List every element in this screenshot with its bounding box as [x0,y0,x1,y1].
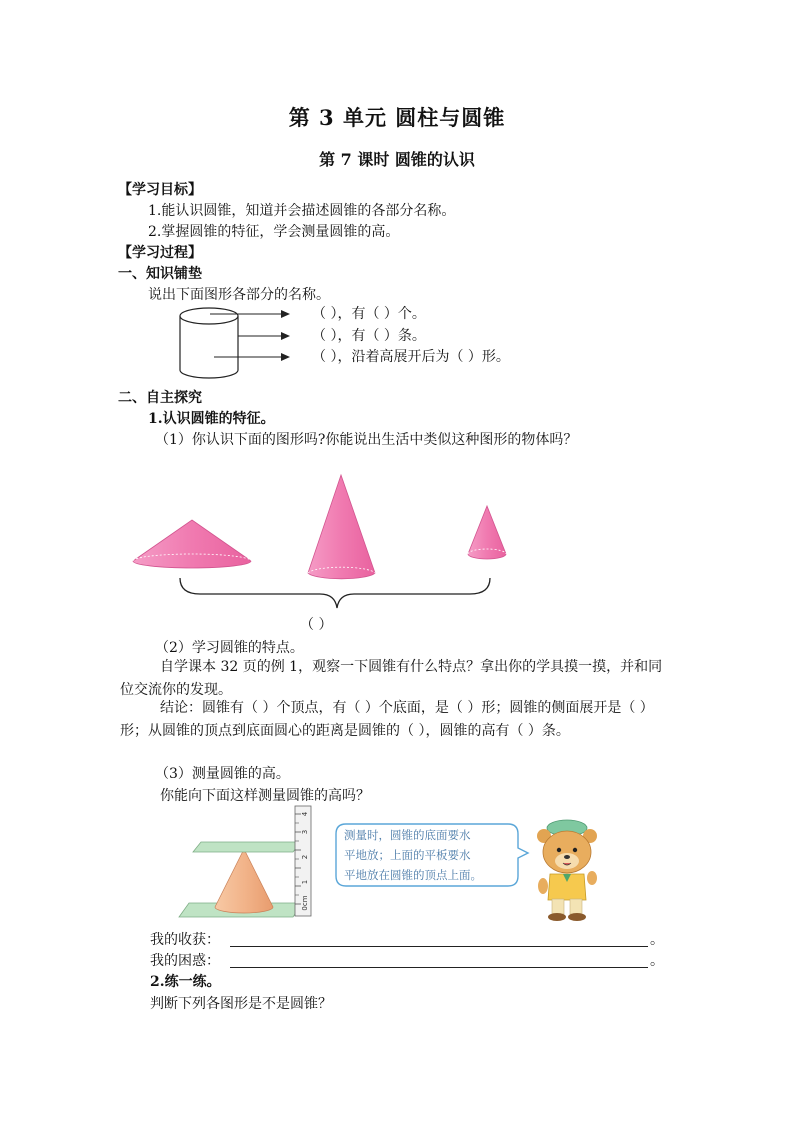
cylinder-line-2: （ ），有（ ）条。 [312,328,426,344]
judge-prompt: 判断下列各图形是不是圆锥？ [150,996,332,1012]
cones-illustration [125,470,525,610]
flat-cone [133,520,251,568]
cylinder-line-1: （ ），有（ ）个。 [312,306,426,322]
bubble-line-1: 测量时，圆锥的底面要水 [344,828,471,842]
doubt-end-mark: 。 [650,953,664,969]
gain-label: 我的收获： [150,932,220,948]
objective-item-2: 2.掌握圆锥的特征，学会测量圆锥的高。 [148,224,400,240]
bear-character-icon [530,820,605,922]
cone-measure-illustration [175,804,315,922]
question-3: （3）测量圆锥的高。 [155,766,290,782]
cylinder-diagram [170,302,330,382]
cylinder-shape [180,308,238,378]
question-3-text: 你能向下面这样测量圆锥的高吗？ [160,788,370,804]
section2-heading: 二、自主探究 [118,390,202,406]
doubt-label: 我的困惑： [150,953,220,969]
unit-title: 第 3 单元 圆柱与圆锥 [288,105,506,130]
objectives-heading: 【学习目标】 [118,182,202,198]
arrow-side [238,332,290,340]
section1-prompt: 说出下面图形各部分的名称。 [148,287,330,303]
measured-cone [215,849,273,913]
section1-heading: 一、知识铺垫 [118,266,202,282]
process-heading: 【学习过程】 [118,245,202,261]
ruler-label-0cm: 0cm [301,895,309,911]
section2-sub1: 1.认识圆锥的特征。 [148,411,275,427]
top-plate [193,842,301,852]
bubble-line-3: 平地放在圆锥的顶点上面。 [344,868,482,882]
arrow-top [210,310,290,318]
bubble-line-2: 平地放；上面的平板要水 [344,848,471,862]
conclusion-text: 结论：圆锥有（ ）个顶点，有（ ）个底面，是（ ）形；圆锥的侧面展开是（ ）形；从圆锥的顶点到底面圆心的距离是圆锥的（ ），圆锥的高有（ ）条。 [120,700,654,739]
gain-answer-line[interactable] [230,946,648,947]
gain-end-mark: 。 [650,932,664,948]
lesson-title: 第 7 课时 圆锥的认识 [319,150,475,169]
section2-sub2: 2.练一练。 [150,974,221,990]
tall-cone [308,475,375,579]
doubt-answer-line[interactable] [230,967,648,968]
ruler-label-2: 2 [301,854,309,860]
question-2: （2）学习圆锥的特点。 [155,640,304,656]
curly-brace [180,578,490,608]
arrow-height [214,353,290,361]
cylinder-line-3: （ ），沿着高展开后为（ ）形。 [312,349,510,365]
question-2-text: 自学课本 32 页的例 1，观察一下圆锥有什么特点？拿出你的学具摸一摸，并和同位交流你的发现。 [120,659,663,698]
ruler-label-4: 4 [301,811,309,817]
objective-item-1: 1.能认识圆锥，知道并会描述圆锥的各部分名称。 [148,203,456,219]
ruler-label-3: 3 [301,829,309,835]
brace-answer: （ ） [300,617,333,633]
small-cone [468,506,506,559]
question-1: （1）你认识下面的图形吗?你能说出生活中类似这种图形的物体吗？ [155,432,578,448]
ruler-label-1: 1 [301,879,309,885]
